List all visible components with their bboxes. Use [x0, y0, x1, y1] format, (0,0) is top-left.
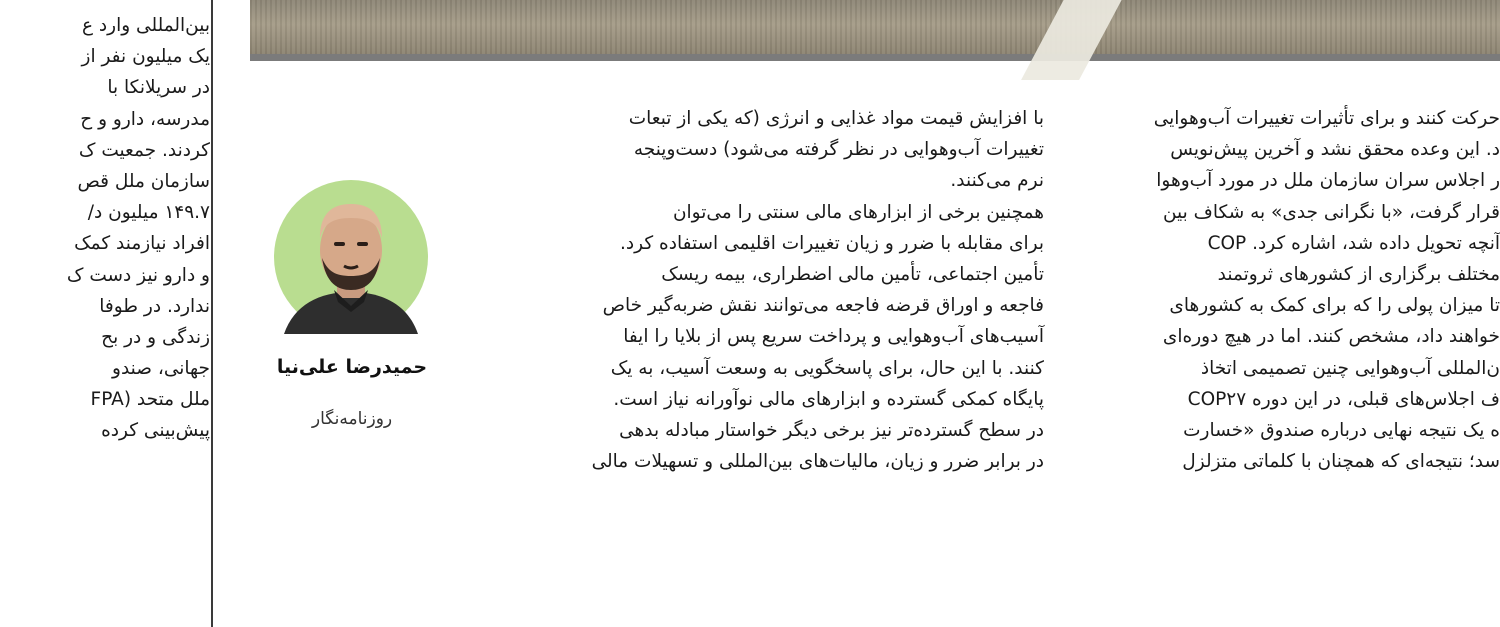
author-avatar — [274, 180, 428, 334]
column-divider — [211, 0, 213, 627]
middle-column-line: برای مقابله با ضرر و زیان تغییرات اقلیمی استفاده کرد. — [620, 232, 1044, 254]
right-column-line: قرار گرفت، «با نگرانی جدی» به شکاف بین — [1162, 201, 1500, 223]
left-column-line: ملل متحد (FPA — [90, 389, 210, 411]
right-column-line: آنچه تحویل داده شد، اشاره کرد. COP — [1207, 232, 1500, 254]
article-photo — [250, 0, 1500, 61]
right-column-line: تا میزان پولی را که برای کمک به کشورهای — [1169, 295, 1500, 317]
left-column-text — [66, 10, 210, 447]
middle-column-line: تأمین اجتماعی، تأمین مالی اضطراری، بیمه ریسک — [661, 263, 1044, 285]
left-column-line: پیش‌بینی کرده — [101, 420, 210, 442]
author-name: حمیدرضا علی‌نیا — [276, 356, 428, 378]
right-column-line: خواهند داد، مشخص کنند. اما در هیچ دوره‌ای — [1162, 326, 1500, 348]
left-column-line: و دارو نیز دست ک — [66, 264, 210, 286]
author-portrait-icon — [274, 180, 428, 334]
left-column-line: زندگی و در بح — [101, 326, 210, 348]
left-column-line: مدرسه، دارو و ح — [80, 108, 210, 130]
left-column-line: در سریلانکا با — [107, 77, 210, 99]
right-column-line: ه یک نتیجه نهایی درباره صندوق «خسارت — [1183, 419, 1500, 441]
middle-column-line: کنند. با این حال، برای پاسخگویی به وسعت آسیب، به یک — [610, 357, 1044, 379]
middle-column-line: تغییرات آب‌وهوایی در نظر گرفته می‌شود) دست‌وپنجه — [633, 139, 1044, 161]
photo-texture — [250, 0, 1500, 54]
left-column-line: جهانی، صندو — [112, 358, 210, 380]
right-column-line: مختلف برگزاری از کشورهای ثروتمند — [1217, 263, 1500, 285]
left-column-line: افراد نیازمند کمک — [74, 233, 210, 255]
right-column-line: ر اجلاس سران سازمان ملل در مورد آب‌وهوا — [1156, 170, 1500, 192]
middle-column-line: پایگاه کمکی گسترده و ابزارهای مالی نوآورانه نیاز است. — [613, 388, 1044, 410]
middle-column-line: آسیب‌های آب‌وهوایی و پرداخت سریع پس از بلایا را ایفا — [623, 326, 1044, 348]
middle-column-line: فاجعه و اوراق قرضه فاجعه می‌توانند نقش ضربه‌گیر خاص — [602, 295, 1044, 317]
right-column-line: حرکت کنند و برای تأثیرات تغییرات آب‌وهوایی — [1153, 108, 1500, 129]
middle-column-text — [524, 103, 1044, 477]
middle-column-line: در سطح گسترده‌تر نیز برخی دیگر خواستار مبادله بدهی — [619, 419, 1044, 441]
right-column-line: د. این وعده محقق نشد و آخرین پیش‌نویس — [1170, 139, 1500, 161]
middle-column-line: همچنین برخی از ابزارهای مالی سنتی را می‌توان — [672, 201, 1044, 223]
right-column-line: ف اجلاس‌های قبلی، در این دوره COP۲۷ — [1187, 388, 1500, 410]
middle-column-line: نرم می‌کنند. — [950, 170, 1044, 192]
left-column-line: ۱۴۹.۷ میلیون د/ — [87, 202, 210, 224]
left-column-line: کردند. جمعیت ک — [78, 139, 210, 161]
left-column-line: سازمان ملل قص — [77, 170, 210, 192]
right-column-line: سد؛ نتیجه‌ای که همچنان با کلماتی متزلزل — [1182, 451, 1500, 473]
left-column-line: ندارد. در طوفا — [99, 295, 210, 317]
right-column-line: ن‌المللی آب‌وهوایی چنین تصمیمی اتخاذ — [1200, 357, 1500, 379]
left-column-line: یک میلیون نفر از — [81, 46, 210, 68]
middle-column-line: با افزایش قیمت مواد غذایی و انرژی (که یکی از تبعات — [628, 108, 1044, 129]
left-column-line: بین‌المللی وارد ع — [81, 15, 210, 36]
author-role: روزنامه‌نگار — [311, 409, 393, 429]
middle-column-line: در برابر ضرر و زیان، مالیات‌های بین‌المللی و تسهیلات مالی — [591, 451, 1044, 473]
right-column-text — [1093, 103, 1500, 477]
